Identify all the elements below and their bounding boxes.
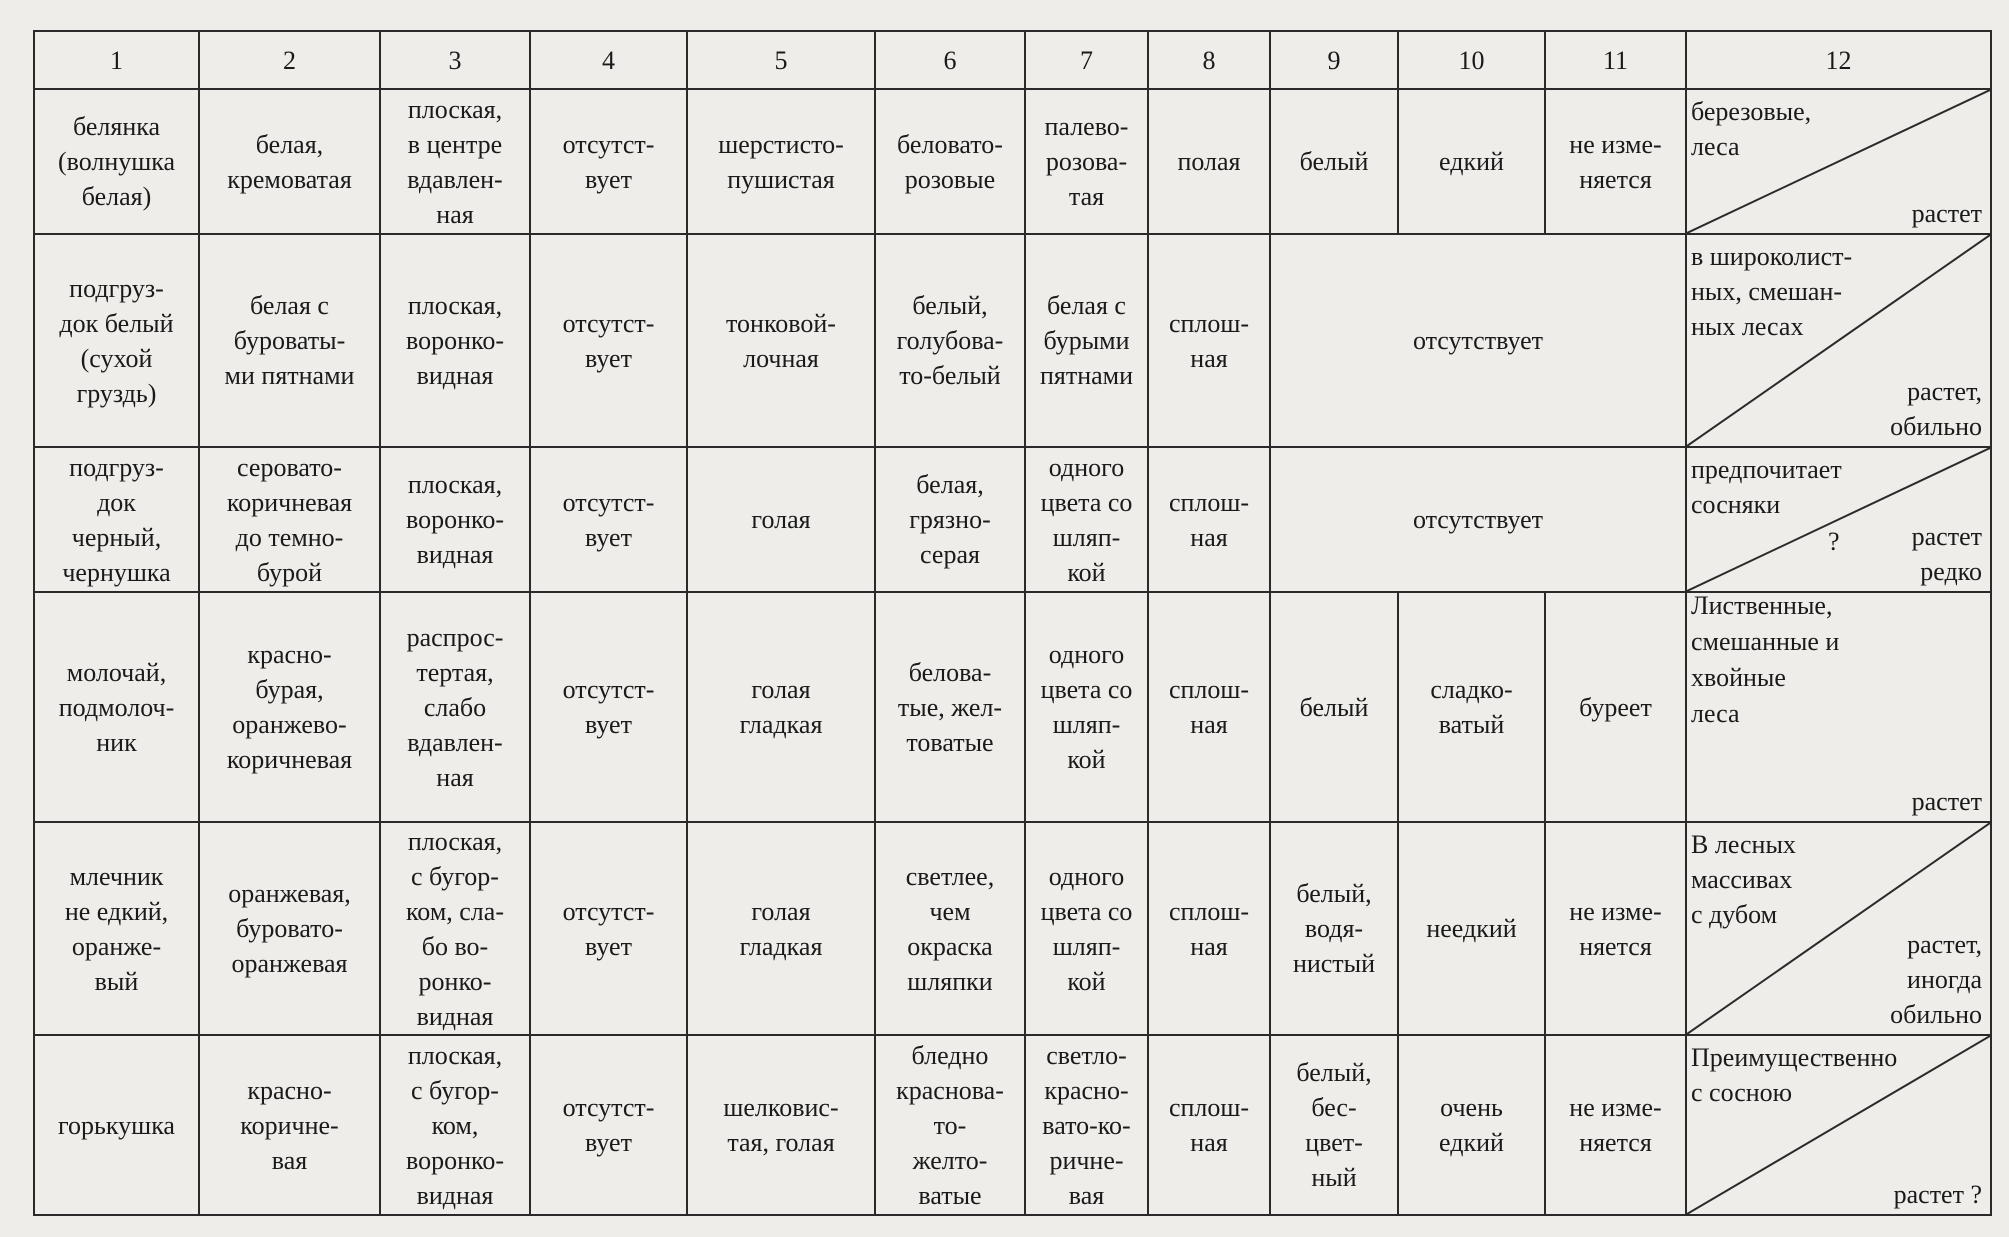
mushroom-name-cell: подгруз- док черный, чернушка bbox=[34, 447, 199, 592]
gills-cell: белая, грязно- серая bbox=[875, 447, 1025, 592]
habitat-text: березовые, леса bbox=[1691, 97, 1812, 161]
mushroom-table bbox=[33, 30, 1992, 1216]
stem-color-cell: белая с бурыми пятнами bbox=[1025, 234, 1148, 447]
milk-change-cell: не изме- няется bbox=[1545, 89, 1686, 234]
habitat-cell bbox=[1686, 234, 1991, 447]
cap-color-cell: белая с буроваты- ми пятнами bbox=[199, 234, 380, 447]
cap-shape-cell: плоская, воронко- видная bbox=[380, 234, 530, 447]
cap-color-cell: красно- коричне- вая bbox=[199, 1035, 380, 1215]
frequency-text: растет, обильно bbox=[1890, 377, 1982, 441]
milk-color-cell: белый, водя- нистый bbox=[1270, 822, 1398, 1035]
milk-color-cell: белый, бес- цвет- ный bbox=[1270, 1035, 1398, 1215]
cap-color-cell: белая, кремоватая bbox=[199, 89, 380, 234]
question-mark: ? bbox=[1828, 527, 1840, 556]
header-cell: 4 bbox=[530, 31, 687, 89]
header-cell: 10 bbox=[1398, 31, 1545, 89]
milk-taste-cell: неедкий bbox=[1398, 822, 1545, 1035]
habitat-text: Лиственные, смешанные и хвойные леса bbox=[1691, 592, 1840, 728]
milk-change-cell: не изме- няется bbox=[1545, 1035, 1686, 1215]
milk-color-cell: белый bbox=[1270, 89, 1398, 234]
table-row bbox=[34, 447, 1991, 592]
mushroom-name-cell: подгруз- док белый (сухой груздь) bbox=[34, 234, 199, 447]
stem-color-cell: одного цвета со шляп- кой bbox=[1025, 447, 1148, 592]
habitat-text: предпочитает сосняки bbox=[1691, 455, 1842, 519]
header-cell: 2 bbox=[199, 31, 380, 89]
cap-surface-cell: голая гладкая bbox=[687, 822, 875, 1035]
frequency-text: растет bbox=[1911, 787, 1982, 816]
gills-cell: светлее, чем окраска шляпки bbox=[875, 822, 1025, 1035]
cap-shape-cell: плоская, с бугор- ком, сла- бо во- ронко- видная bbox=[380, 822, 530, 1035]
cap-shape-cell: плоская, воронко- видная bbox=[380, 447, 530, 592]
milk-taste-merged-cell: отсутствует bbox=[1270, 447, 1686, 592]
table-row bbox=[34, 1035, 1991, 1215]
stem-structure-cell: сплош- ная bbox=[1148, 234, 1270, 447]
mushroom-name-cell: молочай, подмолоч- ник bbox=[34, 592, 199, 822]
frequency-text: растет редко bbox=[1911, 522, 1982, 586]
stem-color-cell: палево- розова- тая bbox=[1025, 89, 1148, 234]
header-cell: 5 bbox=[687, 31, 875, 89]
cap-shape-cell: плоская, в центре вдавлен- ная bbox=[380, 89, 530, 234]
header-row bbox=[34, 31, 1991, 89]
habitat-cell bbox=[1686, 1035, 1991, 1215]
habitat-cell bbox=[1686, 89, 1991, 234]
header-cell: 6 bbox=[875, 31, 1025, 89]
header-cell: 12 bbox=[1686, 31, 1991, 89]
milk-color-cell: белый bbox=[1270, 592, 1398, 822]
stem-color-cell: светло- красно- вато-ко- ричне- вая bbox=[1025, 1035, 1148, 1215]
stem-structure-cell: сплош- ная bbox=[1148, 447, 1270, 592]
cap-surface-cell: шелковис- тая, голая bbox=[687, 1035, 875, 1215]
milk-taste-merged-cell: отсутствует bbox=[1270, 234, 1686, 447]
ring-cell: отсутст- вует bbox=[530, 89, 687, 234]
gills-cell: бледно краснова- то- желто- ватые bbox=[875, 1035, 1025, 1215]
milk-taste-cell: сладко- ватый bbox=[1398, 592, 1545, 822]
habitat-cell bbox=[1686, 592, 1991, 822]
stem-color-cell: одного цвета со шляп- кой bbox=[1025, 592, 1148, 822]
header-cell: 11 bbox=[1545, 31, 1686, 89]
header-cell: 1 bbox=[34, 31, 199, 89]
milk-change-cell: буреет bbox=[1545, 592, 1686, 822]
header-cell: 7 bbox=[1025, 31, 1148, 89]
ring-cell: отсутст- вует bbox=[530, 822, 687, 1035]
frequency-text: растет bbox=[1911, 199, 1982, 228]
milk-taste-cell: очень едкий bbox=[1398, 1035, 1545, 1215]
mushroom-name-cell: млечник не едкий, оранже- вый bbox=[34, 822, 199, 1035]
cap-shape-cell: распрос- тертая, слабо вдавлен- ная bbox=[380, 592, 530, 822]
habitat-text: в широколист- ных, смешан- ных лесах bbox=[1691, 242, 1853, 341]
stem-structure-cell: сплош- ная bbox=[1148, 1035, 1270, 1215]
habitat-text: Преимущественно с сосною bbox=[1691, 1043, 1898, 1107]
cap-surface-cell: голая bbox=[687, 447, 875, 592]
cap-shape-cell: плоская, с бугор- ком, воронко- видная bbox=[380, 1035, 530, 1215]
table-row bbox=[34, 592, 1991, 822]
cap-color-cell: серовато- коричневая до темно- бурой bbox=[199, 447, 380, 592]
header-cell: 8 bbox=[1148, 31, 1270, 89]
frequency-text: растет ? bbox=[1893, 1180, 1982, 1209]
stem-structure-cell: полая bbox=[1148, 89, 1270, 234]
table-row bbox=[34, 89, 1991, 234]
ring-cell: отсутст- вует bbox=[530, 1035, 687, 1215]
stem-color-cell: одного цвета со шляп- кой bbox=[1025, 822, 1148, 1035]
cap-surface-cell: тонковой- лочная bbox=[687, 234, 875, 447]
habitat-cell bbox=[1686, 447, 1991, 592]
table-row bbox=[34, 822, 1991, 1035]
milk-change-cell: не изме- няется bbox=[1545, 822, 1686, 1035]
table-row bbox=[34, 234, 1991, 447]
cap-surface-cell: шерстисто- пушистая bbox=[687, 89, 875, 234]
stem-structure-cell: сплош- ная bbox=[1148, 822, 1270, 1035]
cap-color-cell: оранжевая, буровато- оранжевая bbox=[199, 822, 380, 1035]
ring-cell: отсутст- вует bbox=[530, 234, 687, 447]
habitat-cell bbox=[1686, 822, 1991, 1035]
header-cell: 9 bbox=[1270, 31, 1398, 89]
habitat-text: В лесных массивах с дубом bbox=[1691, 830, 1796, 929]
cap-color-cell: красно- бурая, оранжево- коричневая bbox=[199, 592, 380, 822]
gills-cell: белова- тые, жел- товатые bbox=[875, 592, 1025, 822]
gills-cell: белый, голубова- то-белый bbox=[875, 234, 1025, 447]
frequency-text: растет, иногда обильно bbox=[1890, 930, 1982, 1029]
stem-structure-cell: сплош- ная bbox=[1148, 592, 1270, 822]
mushroom-name-cell: горькушка bbox=[34, 1035, 199, 1215]
milk-taste-cell: едкий bbox=[1398, 89, 1545, 234]
mushroom-name-cell: белянка (волнушка белая) bbox=[34, 89, 199, 234]
header-cell: 3 bbox=[380, 31, 530, 89]
ring-cell: отсутст- вует bbox=[530, 447, 687, 592]
ring-cell: отсутст- вует bbox=[530, 592, 687, 822]
gills-cell: беловато- розовые bbox=[875, 89, 1025, 234]
cap-surface-cell: голая гладкая bbox=[687, 592, 875, 822]
